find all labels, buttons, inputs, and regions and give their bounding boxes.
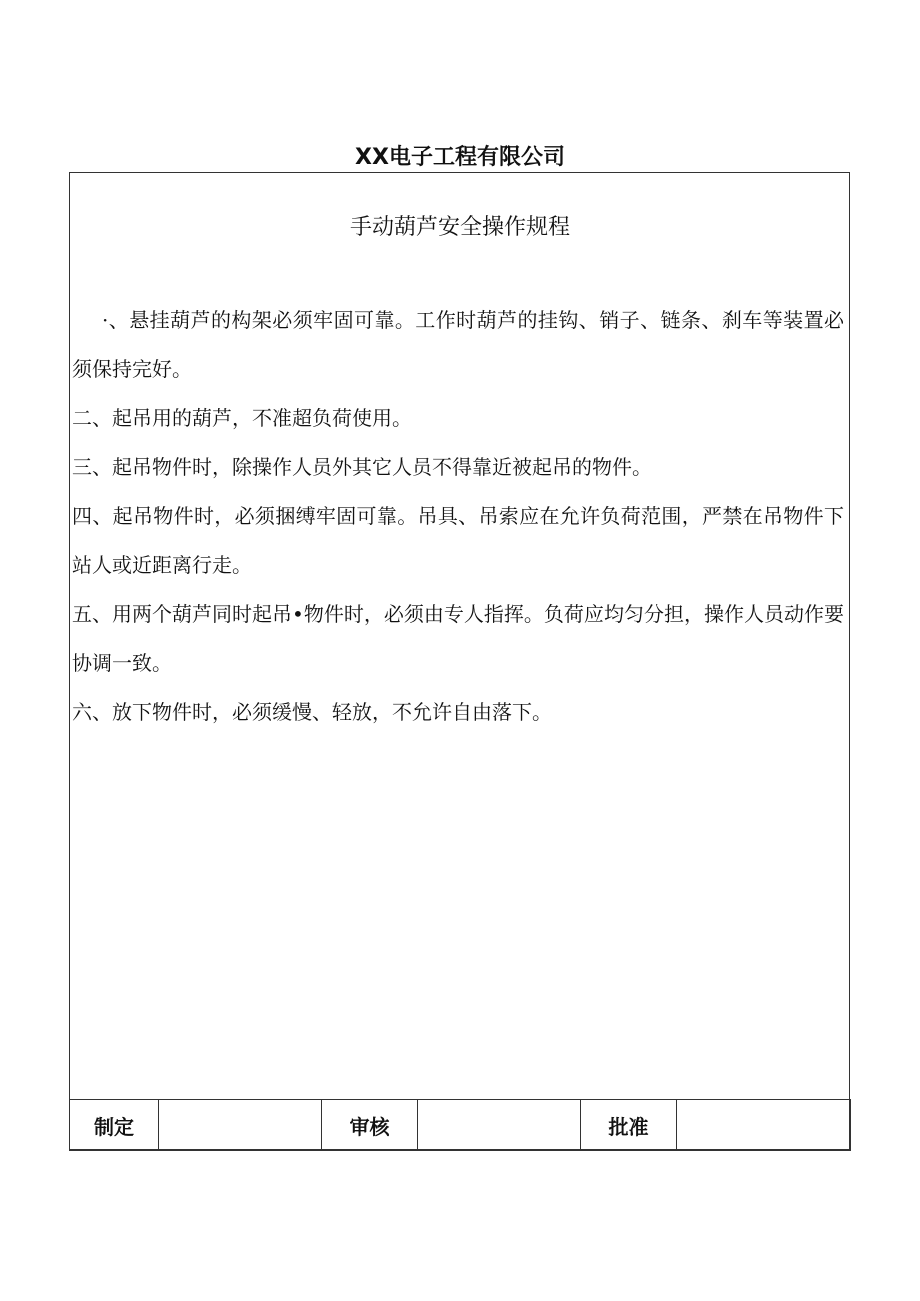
document-title: 手动葫芦安全操作规程 [349,215,570,240]
reviewed-value-field[interactable] [418,1100,581,1151]
drafted-value-field[interactable] [159,1100,322,1151]
rule-paragraph-5: 五、用两个葫芦同时起吊•物件时，必须由专人指挥。负荷应均匀分担，操作人员动作要协调一致。 [72,602,844,675]
reviewed-label: 审核 [322,1100,418,1151]
rule-paragraph-6: 六、放下物件时，必须缓慢、轻放，不允许自由落下。 [72,700,552,724]
approved-label: 批准 [581,1100,677,1151]
document-body [72,296,844,737]
company-name: XX电子工程有限公司 [355,145,565,170]
rule-paragraph-2: 二、起吊用的葫芦，不准超负荷使用。 [72,406,412,430]
approved-value-field[interactable] [677,1100,851,1151]
signoff-row [70,1100,851,1151]
drafted-label: 制定 [70,1100,159,1151]
rule-paragraph-4: 四、起吊物件时，必须捆缚牢固可靠。吊具、吊索应在允许负荷范围，严禁在吊物件下站人或近距离行走。 [72,504,844,577]
rule-paragraph-3: 三、起吊物件时，除操作人员外其它人员不得靠近被起吊的物件。 [72,455,652,479]
rule-paragraph-1: ·、悬挂葫芦的构架必须牢固可靠。工作时葫芦的挂钩、销子、链条、刹车等装置必须保持完好。 [72,308,844,381]
signoff-table [69,1099,851,1151]
